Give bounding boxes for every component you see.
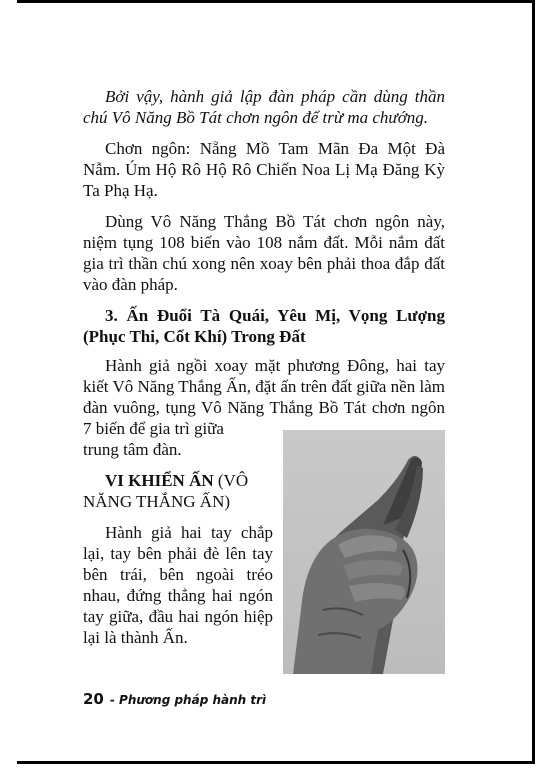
mudra-description: Hành giả hai tay chắp lại, tay bên phải đè lên tay bên trái, bên ngoài tréo nhau, đứng thẳng hai ngón tay giữa, đầu hai ngón hiệp lại là thành Ấn. (83, 523, 273, 647)
mudra-title (83, 470, 273, 512)
hands-mudra-illustration (283, 430, 445, 674)
mantra-paragraph: Chơn ngôn: Nẵng Mồ Tam Mãn Đa Một Đà Nẫm. Úm Hộ Rô Hộ Rô Chiến Noa Lị Mạ Đăng Kỳ Ta Phạ Hạ. (83, 139, 445, 200)
section-heading: 3. Ấn Đuổi Tà Quái, Yêu Mị, Vọng Lượng (Phục Thi, Cốt Khí) Trong Đất (83, 306, 445, 346)
mudra-title-bold: VI KHIỂN ẤN (105, 471, 214, 490)
mudra-photo (283, 430, 445, 674)
running-title: - Phương pháp hành trì (109, 693, 267, 707)
instruction-paragraph: Dùng Vô Năng Thắng Bồ Tát chơn ngôn này, niệm tụng 108 biến vào 108 nắm đất. Mỗi nắm đất gia trì thần chú xong nên xoay bên phải thoa đắp đất vào đàn pháp. (83, 212, 445, 294)
page-footer (83, 690, 266, 708)
section-body-tail: trung tâm đàn. (83, 440, 182, 459)
intro-paragraph: Bởi vậy, hành giả lập đàn pháp cần dùng thần chú Vô Năng Bồ Tát chơn ngôn để trừ ma chướng. (83, 87, 445, 127)
section-body: Hành giả ngồi xoay mặt phương Đông, hai tay kiết Vô Năng Thắng Ấn, đặt ấn trên đất giữa nền làm đàn vuông, tụng Vô Năng Thắng Bồ Tát chơn ngôn 7 biến để gia trì giữa (83, 356, 445, 438)
page-number: 20 (83, 690, 104, 708)
mudra-title-rest: (VÔ NĂNG THẮNG ẤN) (83, 471, 249, 511)
